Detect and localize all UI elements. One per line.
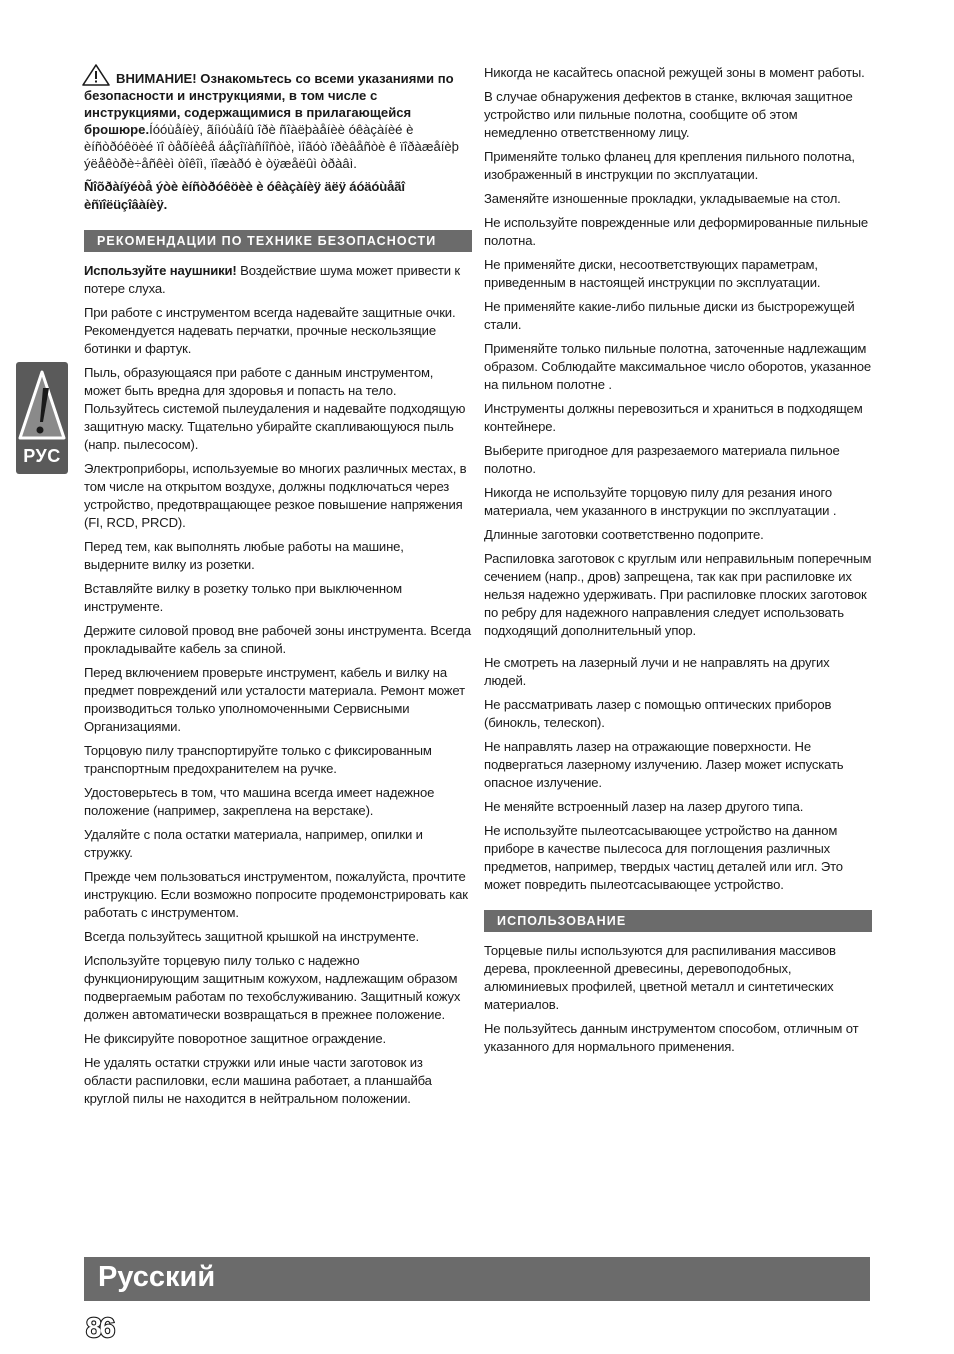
warning-garbled-text: Íóóùåíèÿ, ãíìóùåíû îðè ñîàëþàåíèè óêàçàíèé è èíñòðóêöèé ïî òåõíèêå áåçîïàñíîñòè, ìîãóò ïðèâåñòè ê ïîðàæåíèþ ýëåêòðè÷åñêèì òîêîì, ïîæàðó è òÿæåëûì òðàâì. bbox=[84, 122, 459, 171]
paragraph: Выберите пригодное для разрезаемого материала пильное полотно. bbox=[484, 443, 840, 476]
paragraph: Удаляйте с пола остатки материала, например, опилки и стружку. bbox=[84, 827, 423, 860]
warning-triangle-icon bbox=[16, 366, 68, 442]
paragraph bbox=[84, 262, 472, 298]
paragraph: Торцевые пилы используются для распиливания массивов дерева, проклеенной древесины, деревоподобных, алюминиевых профилей, цветной металл и синтетических материалов. bbox=[484, 943, 836, 1012]
paragraph: Применяйте только пильные полотна, заточенные надлежащим образом. Соблюдайте максимальное число оборотов, указанное на пильном полотне . bbox=[484, 341, 872, 392]
paragraph: Пыль, образующаяся при работе с данным инструментом, может быть вредна для здоровья и попасть на тело. Пользуйтесь системой пылеудаления и надевайте подходящую защитную маску. Тщательно убирайте скапливающуюся пыль (напр. пылесосом). bbox=[84, 365, 466, 452]
paragraph: Удостоверьтесь в том, что машина всегда имеет надежное положение (например, закреплена на верстаке). bbox=[84, 785, 435, 818]
paragraph: Не удалять остатки стружки или иные части заготовок из области распиловки, если машина работает, а планшайба круглой пилы не находится в нейтральном положении. bbox=[84, 1055, 432, 1106]
safety-section-header: РЕКОМЕНДАЦИИ ПО ТЕХНИКЕ БЕЗОПАСНОСТИ bbox=[84, 230, 472, 252]
paragraph: Торцовую пилу транспортируйте только с фиксированным транспортным предохранителем на ручке. bbox=[84, 743, 432, 776]
paragraph: Длинные заготовки соответственно подоприте. bbox=[484, 527, 764, 542]
language-tab-label: РУС bbox=[23, 446, 61, 466]
left-column bbox=[84, 64, 472, 1114]
paragraph: Заменяйте изношенные прокладки, укладываемые на стол. bbox=[484, 191, 841, 206]
usage-section-header: ИСПОЛЬЗОВАНИЕ bbox=[484, 910, 872, 932]
paragraph: Всегда пользуйтесь защитной крышкой на инструменте. bbox=[84, 929, 419, 944]
paragraph: Никогда не используйте торцовую пилу для резания иного материала, чем указанного в инструкции по эксплуатации . bbox=[484, 485, 837, 518]
paragraph: Никогда не касайтесь опасной режущей зоны в момент работы. bbox=[484, 65, 865, 80]
language-tab bbox=[16, 362, 68, 474]
warning-lead-text: ВНИМАНИЕ! Ознакомьтесь со всеми указаниями по безопасности и инструкциями, в том числе с инструкциями, содержащимися в прилагающейся брошюре. bbox=[84, 71, 454, 137]
warning-block bbox=[84, 64, 472, 172]
paragraph: Используйте торцевую пилу только с надежно функционирующим защитным кожухом, надлежащим образом подвергаемым работам по техобслуживанию. Защитный кожух должен автоматически возвращаться в прежнее положение. bbox=[84, 953, 461, 1022]
warning-save-text: Ñîõðàíÿéòå ýòè èíñòðóêöèè è óêàçàíèÿ äëÿ áóäóùåãî èñïîëüçîâàíèÿ. bbox=[84, 179, 405, 212]
hearing-lead: Используйте наушники! bbox=[84, 263, 237, 278]
paragraph: Не фиксируйте поворотное защитное ограждение. bbox=[84, 1031, 386, 1046]
hearing-text: Воздействие шума может привести к потере слуха. bbox=[84, 263, 460, 296]
warning-icon bbox=[82, 64, 110, 86]
paragraph: Перед включением проверьте инструмент, кабель и вилку на предмет повреждений или усталости материала. Ремонт может производиться только уполномоченными Сервисными Организациями. bbox=[84, 665, 465, 734]
paragraph: Не применяйте диски, несоответствующих параметрам, приведенным в настоящей инструкции по эксплуатации. bbox=[484, 257, 821, 290]
paragraph: Вставляйте вилку в розетку только при выключенном инструменте. bbox=[84, 581, 402, 614]
paragraph: При работе с инструментом всегда надевайте защитные очки. Рекомендуется надевать перчатки, прочные нескользящие ботинки и фартук. bbox=[84, 305, 456, 356]
paragraph: Электроприборы, используемые во многих различных местах, в том числе на открытом воздухе, должны подключаться через устройство, предотвращающее резкое повышение напряжения (FI, RCD, PRCD). bbox=[84, 461, 467, 530]
paragraph: Не меняйте встроенный лазер на лазер другого типа. bbox=[484, 799, 804, 814]
footer-language-title: Русский bbox=[98, 1261, 216, 1293]
paragraph: Не используйте пылеотсасывающее устройство на данном приборе в качестве пылесоса для поглощения различных предметов, например, твердых частиц деталей или игл. Это может повредить пылеотсасывающее устройство. bbox=[484, 823, 843, 892]
paragraph: Не применяйте какие-либо пильные диски из быстрорежущей стали. bbox=[484, 299, 855, 332]
footer-language-bar bbox=[84, 1257, 870, 1301]
right-column bbox=[484, 64, 872, 1062]
paragraph: Не используйте поврежденные или деформированные пильные полотна. bbox=[484, 215, 868, 248]
paragraph: В случае обнаружения дефектов в станке, включая защитное устройство или пильные полотна, сообщите об этом немедленно ответственному лицу. bbox=[484, 89, 853, 140]
paragraph: Перед тем, как выполнять любые работы на машине, выдерните вилку из розетки. bbox=[84, 539, 404, 572]
paragraph: Не направлять лазер на отражающие поверхности. Не подвергаться лазерному излучению. Лазер может испускать опасное излучение. bbox=[484, 739, 844, 790]
page-number bbox=[84, 1310, 124, 1344]
paragraph: Прежде чем пользоваться инструментом, пожалуйста, прочтите инструкцию. Если возможно попросите продемонстрировать как работать с инструментом. bbox=[84, 869, 468, 920]
paragraph: Применяйте только фланец для крепления пильного полотна, изображенный в инструкции по эксплуатации. bbox=[484, 149, 855, 182]
paragraph: Держите силовой провод вне рабочей зоны инструмента. Всегда прокладывайте кабель за спиной. bbox=[84, 623, 471, 656]
paragraph: Распиловка заготовок с круглым или неправильным поперечным сечением (напр., дров) запрещена, так как при распиловке их нельзя надежно удерживать. При распиловке плоских заготовок по ребру для надежного направления следует использовать подходящий дополнительный упор. bbox=[484, 551, 872, 638]
spacer bbox=[484, 646, 872, 654]
page-number-text: 86 bbox=[86, 1312, 114, 1343]
paragraph: Не рассматривать лазер с помощью оптических приборов (бинокль, телескоп). bbox=[484, 697, 832, 730]
paragraph: Не смотреть на лазерный лучи и не направлять на других людей. bbox=[484, 655, 830, 688]
paragraph: Инструменты должны перевозиться и храниться в подходящем контейнере. bbox=[484, 401, 863, 434]
paragraph: Не пользуйтесь данным инструментом способом, отличным от указанного для нормального применения. bbox=[484, 1021, 859, 1054]
